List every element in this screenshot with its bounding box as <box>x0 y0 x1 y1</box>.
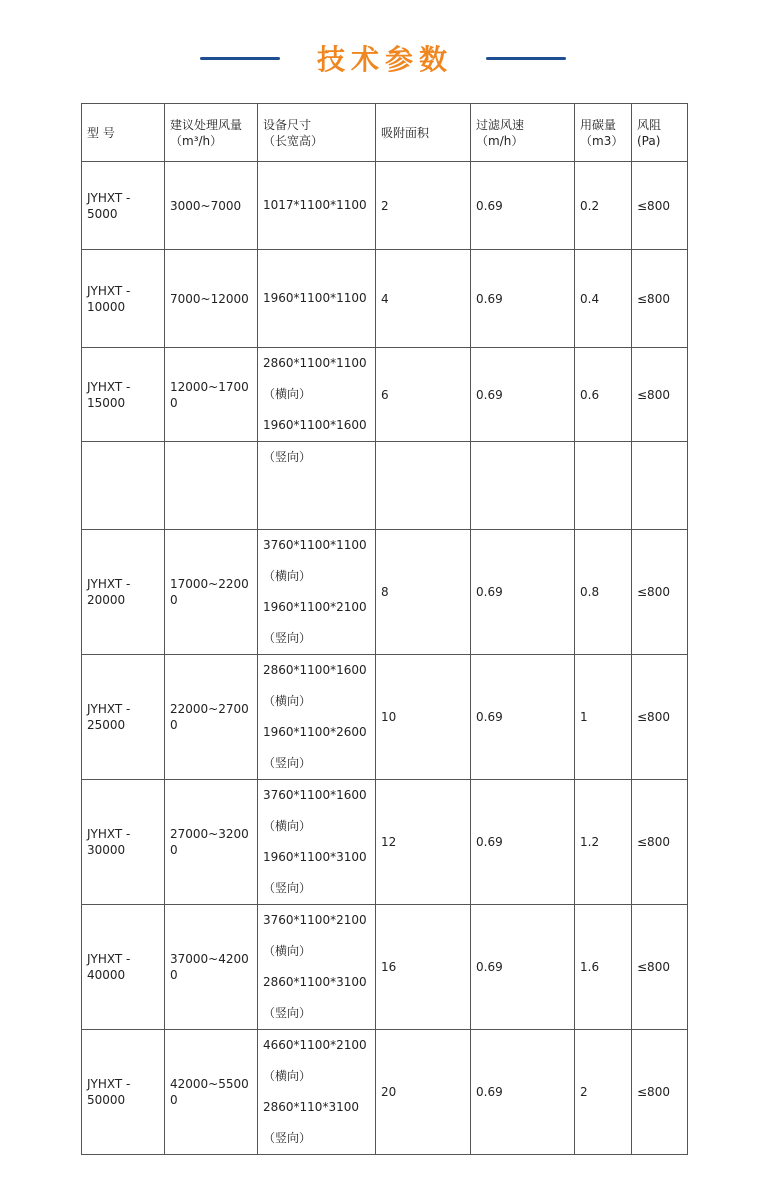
cell-resistance-value: ≤800 <box>637 710 670 724</box>
table-row <box>82 1030 688 1155</box>
section-title-bar <box>0 30 765 86</box>
table-row <box>82 442 688 530</box>
cell-model-line: JYHXT - <box>87 1077 131 1091</box>
header-speed: 过滤风速 （m/h） <box>471 104 575 162</box>
header-flow-unit: （m³/h） <box>170 133 223 148</box>
cell-size-line: 1017*1100*1100 <box>263 198 367 212</box>
cell-flow-line: 0 <box>170 395 178 410</box>
cell-model <box>82 162 165 250</box>
cell-flow-line: 0 <box>170 843 178 857</box>
cell-model-line: JYHXT - <box>87 190 131 205</box>
cell-speed-value: 0.69 <box>476 387 503 402</box>
cell-resistance <box>632 655 688 780</box>
cell-speed-value: 0.69 <box>476 291 503 306</box>
cell-model-line: 40000 <box>87 968 126 982</box>
cell-area-value: 4 <box>381 291 389 306</box>
cell-size-line: （横向） <box>263 569 312 583</box>
cell-area-value: 8 <box>381 585 389 599</box>
header-model: 型 号 <box>82 104 165 162</box>
cell-model-line: JYHXT - <box>87 379 131 394</box>
cell-resistance <box>632 530 688 655</box>
cell-model <box>82 655 165 780</box>
cell-carbon-value: 1.6 <box>580 960 600 974</box>
cell-resistance <box>632 1030 688 1155</box>
cell-carbon-value: 0.2 <box>580 198 600 213</box>
table-row <box>82 655 688 780</box>
cell-flow <box>165 442 258 530</box>
cell-speed <box>471 905 575 1030</box>
cell-speed-value: 0.69 <box>476 585 503 599</box>
cell-size <box>258 162 376 250</box>
cell-model <box>82 442 165 530</box>
header-resistance: 风阻 (Pa) <box>632 104 688 162</box>
cell-area <box>376 1030 471 1155</box>
cell-model-line: 20000 <box>87 593 126 607</box>
cell-size-line: 3760*1100*1100 <box>263 538 367 552</box>
cell-size-line: （横向） <box>263 944 312 958</box>
cell-speed <box>471 530 575 655</box>
cell-speed-value: 0.69 <box>476 198 503 213</box>
cell-area-value: 16 <box>381 960 397 974</box>
cell-size-line: （横向） <box>263 819 312 833</box>
cell-resistance <box>632 162 688 250</box>
cell-size-line: （竖向） <box>263 450 312 464</box>
table-row <box>82 162 688 250</box>
table-row <box>82 348 688 442</box>
cell-flow-line: 7000~12000 <box>170 291 249 306</box>
cell-flow <box>165 162 258 250</box>
cell-resistance <box>632 905 688 1030</box>
spec-table <box>81 103 688 1155</box>
cell-area <box>376 348 471 442</box>
cell-carbon <box>575 655 632 780</box>
cell-flow <box>165 905 258 1030</box>
cell-model-line: 30000 <box>87 843 126 857</box>
cell-area <box>376 655 471 780</box>
cell-area <box>376 162 471 250</box>
cell-flow-line: 0 <box>170 968 178 982</box>
cell-size-line: （竖向） <box>263 1006 312 1020</box>
cell-speed-value: 0.69 <box>476 835 503 849</box>
cell-carbon <box>575 348 632 442</box>
cell-flow-line: 22000~2700 <box>170 702 249 716</box>
cell-size-line: （竖向） <box>263 1131 312 1145</box>
cell-speed <box>471 780 575 905</box>
cell-size <box>258 348 376 442</box>
cell-flow <box>165 780 258 905</box>
cell-model-line: JYHXT - <box>87 952 131 966</box>
cell-model-line: 5000 <box>87 206 118 221</box>
cell-carbon-value: 2 <box>580 1085 588 1099</box>
cell-size <box>258 905 376 1030</box>
cell-resistance-value: ≤800 <box>637 387 670 402</box>
cell-size <box>258 1030 376 1155</box>
cell-resistance <box>632 250 688 348</box>
cell-area <box>376 530 471 655</box>
cell-carbon <box>575 905 632 1030</box>
cell-flow <box>165 348 258 442</box>
cell-size <box>258 250 376 348</box>
cell-flow-line: 0 <box>170 718 178 732</box>
header-row <box>82 104 688 162</box>
table-row <box>82 780 688 905</box>
cell-model-line: JYHXT - <box>87 827 131 841</box>
cell-flow <box>165 530 258 655</box>
header-flow: 建议处理风量 （m³/h） <box>165 104 258 162</box>
cell-model-line: 10000 <box>87 299 126 314</box>
cell-size-line: 4660*1100*2100 <box>263 1038 367 1052</box>
cell-size-line: 2860*1100*3100 <box>263 975 367 989</box>
cell-resistance <box>632 442 688 530</box>
cell-flow-line: 0 <box>170 593 178 607</box>
cell-resistance-value: ≤800 <box>637 198 670 213</box>
cell-size <box>258 780 376 905</box>
cell-size-line: （横向） <box>263 1069 312 1083</box>
table-row <box>82 250 688 348</box>
cell-area <box>376 905 471 1030</box>
cell-model <box>82 780 165 905</box>
cell-size-line: 3760*1100*1600 <box>263 788 367 802</box>
cell-size-line: 1960*1100*1600 <box>263 418 367 432</box>
cell-size-line: （横向） <box>263 387 312 401</box>
cell-carbon <box>575 162 632 250</box>
cell-speed-value: 0.69 <box>476 1085 503 1099</box>
cell-resistance-value: ≤800 <box>637 960 670 974</box>
cell-carbon-value: 0.8 <box>580 585 600 599</box>
cell-size <box>258 530 376 655</box>
cell-flow <box>165 250 258 348</box>
cell-size-line: 1960*1100*1100 <box>263 291 367 305</box>
cell-speed-value: 0.69 <box>476 710 503 724</box>
cell-model-line: JYHXT - <box>87 702 131 716</box>
cell-area-value: 20 <box>381 1085 397 1099</box>
cell-flow-line: 27000~3200 <box>170 827 249 841</box>
cell-resistance-value: ≤800 <box>637 585 670 599</box>
cell-area <box>376 780 471 905</box>
header-area: 吸附面积 <box>376 104 471 162</box>
section-title: 技术参数 <box>316 43 453 76</box>
cell-resistance <box>632 348 688 442</box>
cell-speed <box>471 442 575 530</box>
table-row <box>82 905 688 1030</box>
cell-resistance <box>632 780 688 905</box>
cell-area <box>376 250 471 348</box>
cell-size-line: （横向） <box>263 694 312 708</box>
cell-speed <box>471 250 575 348</box>
cell-size <box>258 442 376 530</box>
cell-size-line: （竖向） <box>263 881 312 895</box>
cell-area <box>376 442 471 530</box>
cell-flow-line: 37000~4200 <box>170 952 249 966</box>
table-row <box>82 530 688 655</box>
cell-carbon <box>575 250 632 348</box>
cell-carbon <box>575 442 632 530</box>
cell-flow-line: 17000~2200 <box>170 577 249 591</box>
cell-carbon-value: 1.2 <box>580 835 600 849</box>
cell-resistance-value: ≤800 <box>637 291 670 306</box>
cell-model-line: 15000 <box>87 395 126 410</box>
cell-resistance-value: ≤800 <box>637 835 670 849</box>
title-divider-right <box>486 57 566 60</box>
cell-size-line: 2860*110*3100 <box>263 1100 359 1114</box>
cell-carbon-value: 1 <box>580 710 588 724</box>
cell-speed-value: 0.69 <box>476 960 503 974</box>
cell-flow-line: 12000~1700 <box>170 379 249 394</box>
cell-flow-line: 3000~7000 <box>170 198 242 213</box>
cell-size-line: 3760*1100*2100 <box>263 913 367 927</box>
cell-model-line: 25000 <box>87 718 126 732</box>
cell-speed <box>471 162 575 250</box>
header-size: 设备尺寸 （长宽高） <box>258 104 376 162</box>
cell-size-line: 2860*1100*1100 <box>263 356 367 370</box>
cell-model <box>82 250 165 348</box>
cell-flow <box>165 655 258 780</box>
cell-area-value: 6 <box>381 387 389 402</box>
cell-model-line: 50000 <box>87 1093 126 1107</box>
cell-flow <box>165 1030 258 1155</box>
title-divider-left <box>200 57 280 60</box>
cell-model <box>82 905 165 1030</box>
cell-resistance-value: ≤800 <box>637 1085 670 1099</box>
cell-carbon-value: 0.4 <box>580 291 600 306</box>
cell-size-line: 1960*1100*3100 <box>263 850 367 864</box>
header-carbon: 用碳量 （m3） <box>575 104 632 162</box>
cell-carbon <box>575 530 632 655</box>
cell-speed <box>471 348 575 442</box>
cell-model <box>82 530 165 655</box>
cell-size-line: （竖向） <box>263 631 312 645</box>
spec-table-wrapper <box>81 103 687 1145</box>
cell-flow-line: 42000~5500 <box>170 1077 249 1091</box>
cell-model-line: JYHXT - <box>87 577 131 591</box>
cell-carbon <box>575 1030 632 1155</box>
cell-flow-line: 0 <box>170 1093 178 1107</box>
cell-model-line: JYHXT - <box>87 283 131 298</box>
cell-area-value: 2 <box>381 198 389 213</box>
cell-carbon-value: 0.6 <box>580 387 600 402</box>
cell-size-line: （竖向） <box>263 756 312 770</box>
cell-size <box>258 655 376 780</box>
cell-model <box>82 348 165 442</box>
cell-speed <box>471 1030 575 1155</box>
cell-size-line: 1960*1100*2600 <box>263 725 367 739</box>
cell-area-value: 12 <box>381 835 397 849</box>
cell-carbon <box>575 780 632 905</box>
cell-area-value: 10 <box>381 710 397 724</box>
cell-size-line: 1960*1100*2100 <box>263 600 367 614</box>
cell-model <box>82 1030 165 1155</box>
cell-size-line: 2860*1100*1600 <box>263 663 367 677</box>
cell-speed <box>471 655 575 780</box>
